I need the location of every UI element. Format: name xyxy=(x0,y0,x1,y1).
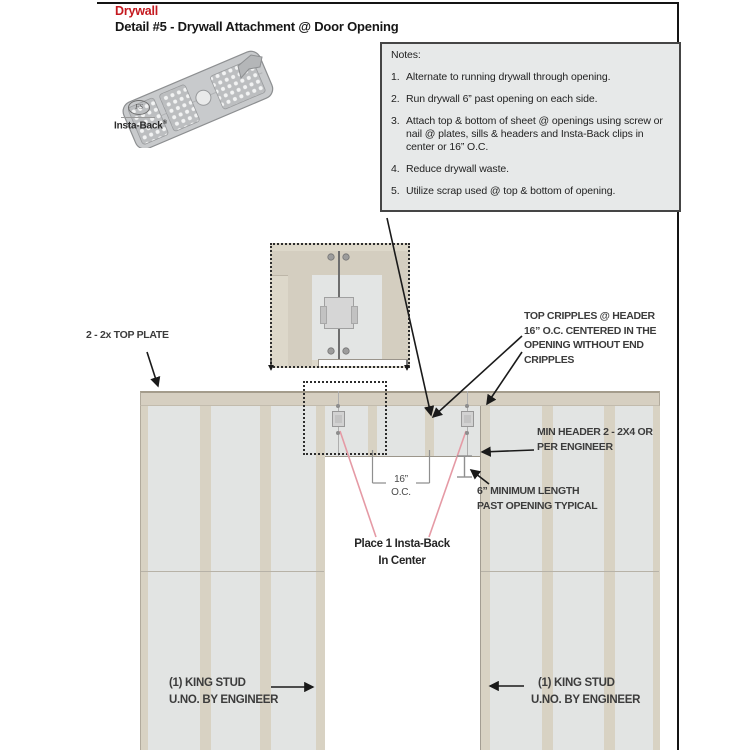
label-line: U.NO. BY ENGINEER xyxy=(169,694,279,706)
place-clip-label xyxy=(340,536,464,570)
magnified-top-plate xyxy=(272,251,408,276)
page-title: Detail #5 - Drywall Attachment @ Door Opening xyxy=(115,19,399,34)
label-line: (1) KING STUD xyxy=(169,677,246,689)
category-title: Drywall xyxy=(115,4,159,18)
note-item xyxy=(391,71,671,84)
notes-heading: Notes: xyxy=(391,49,421,61)
label-line: U.NO. BY ENGINEER xyxy=(531,694,641,706)
dimension-unit: O.C. xyxy=(391,487,411,498)
label-line: CRIPPLES xyxy=(524,353,575,366)
magnified-stud xyxy=(382,275,408,366)
notes-box xyxy=(380,42,681,212)
top-plate-leader xyxy=(147,352,158,386)
label-line: MIN HEADER 2 - 2X4 OR xyxy=(537,426,653,438)
min-header-label xyxy=(537,425,653,455)
note-item xyxy=(391,115,671,154)
top-cripples-label xyxy=(524,309,656,367)
top-plate-label: 2 - 2x TOP PLATE xyxy=(86,329,169,341)
dimension-value: 16” xyxy=(386,475,416,485)
label-line: Place 1 Insta-Back xyxy=(354,538,450,550)
insta-back-clip xyxy=(461,411,474,427)
drywall-horizontal-seam xyxy=(481,571,659,572)
drywall-horizontal-seam xyxy=(141,571,324,572)
wall-top-plate xyxy=(140,391,660,406)
title-block xyxy=(115,4,398,34)
label-line: TOP CRIPPLES @ HEADER xyxy=(524,310,655,322)
fs-crest-icon: FS xyxy=(128,100,150,115)
label-line: In Center xyxy=(378,555,426,567)
registered-mark: ® xyxy=(162,120,167,126)
top-cripple xyxy=(425,406,434,456)
insta-back-logo xyxy=(114,100,192,131)
insta-back-product-image xyxy=(106,40,281,148)
note-number: 1. xyxy=(391,71,400,83)
label-line: 6” MINIMUM LENGTH xyxy=(477,485,580,497)
king-stud-left-label xyxy=(169,675,278,709)
note-number: 2. xyxy=(391,93,400,105)
brand-name xyxy=(114,120,192,131)
note-number: 3. xyxy=(391,115,400,127)
note-text: Alternate to running drywall through opening. xyxy=(406,71,611,83)
detail-magnified-box xyxy=(270,243,410,368)
king-stud-right xyxy=(481,406,490,750)
label-line: 16” O.C. CENTERED IN THE xyxy=(524,324,657,337)
note-text: Reduce drywall waste. xyxy=(406,163,509,175)
label-line: OPENING WITHOUT END xyxy=(524,339,644,351)
label-line: (1) KING STUD xyxy=(538,677,615,689)
magnified-insta-back-clip xyxy=(324,297,354,329)
detail-source-box xyxy=(303,381,387,455)
past-opening-label xyxy=(477,484,597,514)
magnified-stud xyxy=(288,275,312,366)
label-line: PAST OPENING TYPICAL xyxy=(477,500,598,512)
stud xyxy=(141,406,148,750)
stud xyxy=(653,406,660,750)
note-text: Utilize scrap used @ top & bottom of opening. xyxy=(406,185,616,197)
note-number: 5. xyxy=(391,185,400,197)
note-item xyxy=(391,163,671,176)
logo-rule xyxy=(121,117,155,118)
label-line: PER ENGINEER xyxy=(537,441,613,453)
note-number: 4. xyxy=(391,163,400,175)
note-text: Attach top & bottom of sheet @ openings using screw or nail @ plates, sills & headers and Insta-Back clips in center or 16” O.C. xyxy=(406,115,663,153)
note-text: Run drywall 6” past opening on each side. xyxy=(406,93,598,105)
note-item xyxy=(391,185,671,198)
king-stud-left xyxy=(316,406,325,750)
king-stud-right-label xyxy=(531,675,640,709)
magnified-opening-edge xyxy=(318,359,410,368)
note-item xyxy=(391,93,671,106)
brand-text: Insta-Back xyxy=(114,120,163,132)
